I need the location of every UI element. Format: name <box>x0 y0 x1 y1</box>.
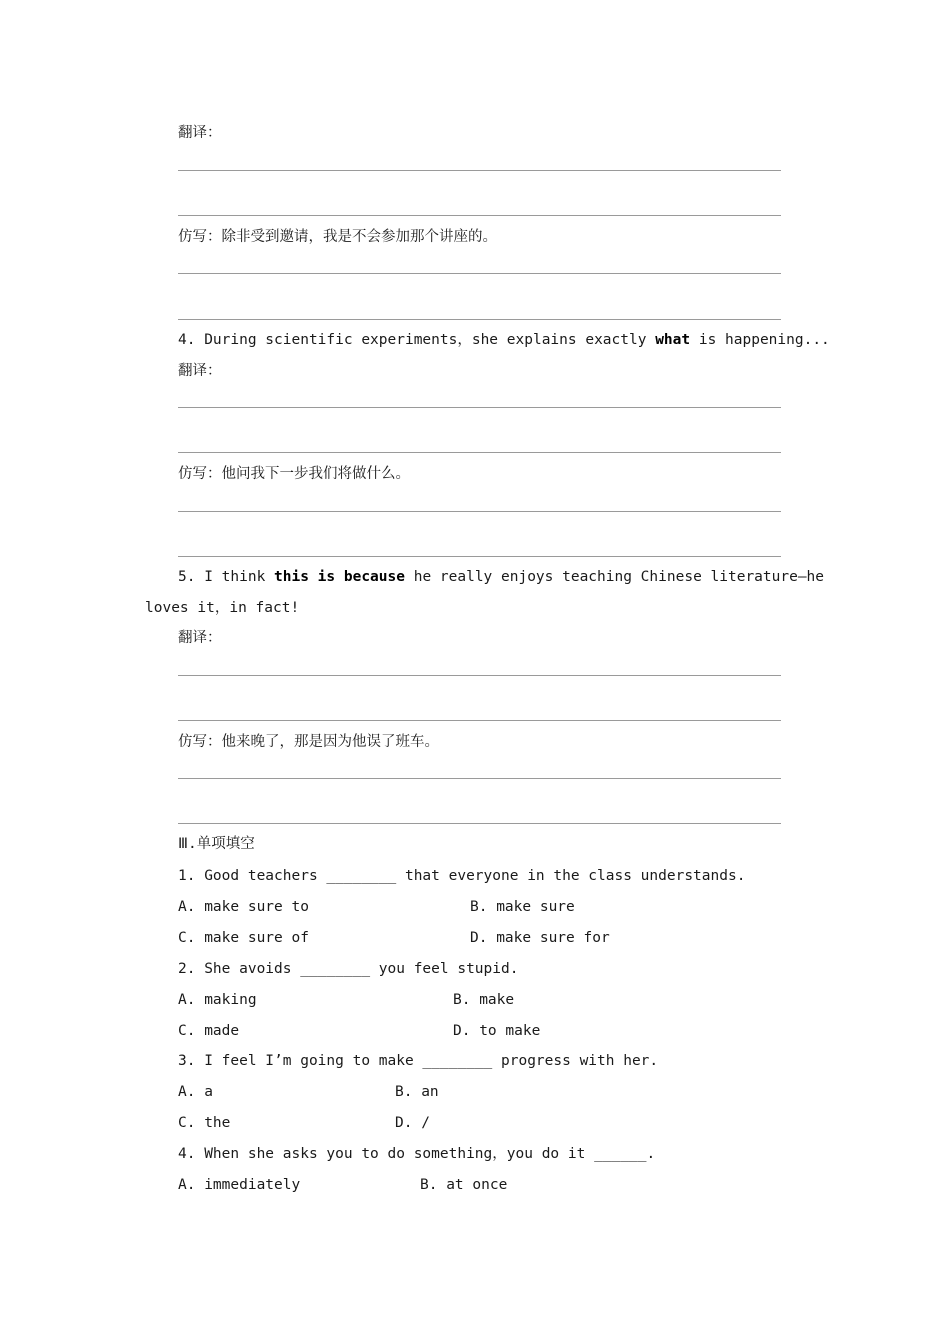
answer-line[interactable] <box>178 407 781 408</box>
imitate-prompt-top <box>178 227 497 247</box>
answer-line[interactable] <box>178 170 781 171</box>
question-stem: 3. I feel I’m going to make ________ progress with her. <box>178 1053 659 1069</box>
item5-post: he really enjoys teaching Chinese literature—he <box>404 569 825 585</box>
item4-post: is happening... <box>690 332 830 348</box>
translate-label-4: 翻译： <box>178 363 222 379</box>
option-b[interactable]: B. at once <box>420 1177 508 1193</box>
answer-line[interactable] <box>178 823 781 824</box>
answer-line[interactable] <box>178 778 781 779</box>
option-c[interactable]: C. make sure of <box>178 930 309 946</box>
imitate-label: 仿写： <box>178 734 222 750</box>
answer-line[interactable] <box>178 720 781 721</box>
item5-bold: this is because <box>274 569 405 585</box>
option-b[interactable]: B. make sure <box>470 899 575 915</box>
option-c[interactable]: C. made <box>178 1023 240 1039</box>
question-stem: 4. When she asks you to do something，you do it ______. <box>178 1146 656 1162</box>
answer-line[interactable] <box>178 319 781 320</box>
option-a[interactable]: A. a <box>178 1084 213 1100</box>
option-a[interactable]: A. making <box>178 992 257 1008</box>
answer-line[interactable] <box>178 452 781 453</box>
translate-label-top: 翻译： <box>178 125 222 141</box>
item5-pre: 5. I think <box>178 569 275 585</box>
item5-sentence-line2: loves it，in fact! <box>145 600 300 616</box>
section-heading: Ⅲ.单项填空 <box>178 836 255 852</box>
imitate-prompt-5 <box>178 732 439 752</box>
imitate-text: 除非受到邀请，我是不会参加那个讲座的。 <box>221 229 497 245</box>
item4-bold: what <box>655 332 691 348</box>
option-b[interactable]: B. make <box>453 992 515 1008</box>
question-stem: 2. She avoids ________ you feel stupid. <box>178 961 519 977</box>
answer-line[interactable] <box>178 675 781 676</box>
option-a[interactable]: A. make sure to <box>178 899 309 915</box>
item4-sentence <box>178 330 830 350</box>
imitate-prompt-4 <box>178 464 410 484</box>
option-d[interactable]: D. to make <box>453 1023 541 1039</box>
option-d[interactable]: D. make sure for <box>470 930 610 946</box>
option-c[interactable]: C. the <box>178 1115 231 1131</box>
imitate-label: 仿写： <box>178 229 222 245</box>
item5-sentence <box>178 567 824 587</box>
answer-line[interactable] <box>178 215 781 216</box>
answer-line[interactable] <box>178 556 781 557</box>
option-a[interactable]: A. immediately <box>178 1177 301 1193</box>
item4-pre: 4. During scientific experiments，she explains exactly <box>178 332 656 348</box>
answer-line[interactable] <box>178 511 781 512</box>
imitate-text: 他来晚了，那是因为他误了班车。 <box>221 734 439 750</box>
translate-label-5: 翻译： <box>178 630 222 646</box>
question-stem: 1. Good teachers ________ that everyone in the class understands. <box>178 868 746 884</box>
imitate-label: 仿写： <box>178 466 222 482</box>
imitate-text: 他问我下一步我们将做什么。 <box>221 466 410 482</box>
option-d[interactable]: D. / <box>395 1115 430 1131</box>
answer-line[interactable] <box>178 273 781 274</box>
option-b[interactable]: B. an <box>395 1084 439 1100</box>
